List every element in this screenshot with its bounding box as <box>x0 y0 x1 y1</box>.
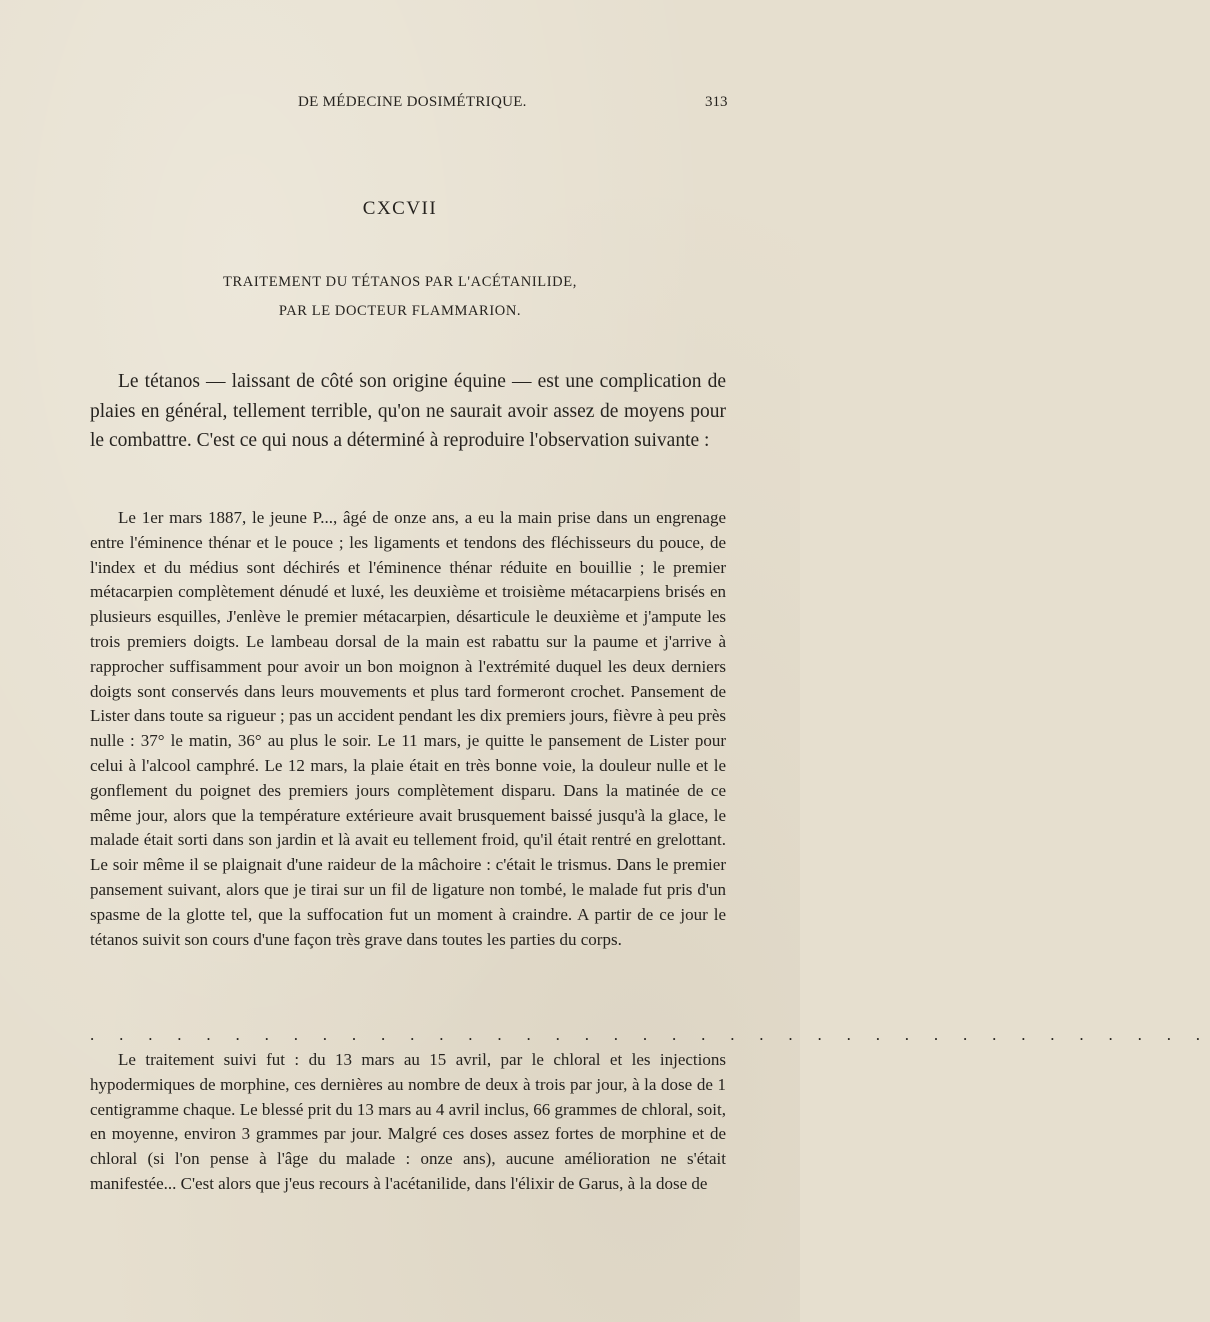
chapter-title-line-2: PAR LE DOCTEUR FLAMMARION. <box>278 303 522 319</box>
ellipsis-separator: . . . . . . . . . . . . . . . . . . . . . . . . . . . . . . . . . . . . . . . <box>90 1025 1210 1044</box>
chapter-title-line-1: TRAITEMENT DU TÉTANOS PAR L'ACÉTANILIDE, <box>223 274 577 290</box>
case-paragraph: Le 1er mars 1887, le jeune P..., âgé de onze ans, a eu la main prise dans un engrenage entre l'éminence thénar et le pouce ; les ligaments et tendons des fléchisseurs du pouce, de l'index et du médius sont déchirés et l'éminence thénar réduite en bouillie ; le premier métacarpien complètement dénudé et luxé, les deuxième et troisième métacarpiens brisés en plusieurs esquilles, J'enlève le premier métacarpien, désarticule le deuxième et j'ampute les trois premiers doigts. Le lambeau dorsal de la main est rabattu sur la paume et j'arrive à rapprocher suffisamment pour avoir un bon moignon à l'extrémité duquel les deux derniers doigts sont conservés dans leurs mouvements et plus tard formeront crochet. Pansement de Lister dans toute sa rigueur ; pas un accident pendant les dix premiers jours, fièvre à peu près nulle : 37° le matin, 36° au plus le soir. Le 11 mars, je quitte le pansement de Lister pour celui à l'alcool camphré. Le 12 mars, la plaie était en très bonne voie, la douleur nulle et le gonflement du poignet des premiers jours complètement disparu. Dans la matinée de ce même jour, alors que la température extérieure avait brusquement baissé jusqu'à la glace, le malade était sorti dans son jardin et là avait eu tellement froid, qu'il était rentré en grelottant. Le soir même il se plaignait d'une raideur de la mâchoire : c'était le trismus. Dans le premier pansement suivant, alors que je tirai sur un fil de ligature non tombé, le malade fut pris d'un spasme de la glotte tel, que la suffocation fut un moment à craindre. A partir de ce jour le tétanos suivit son cours d'une façon très grave dans toutes les parties du corps. <box>90 508 726 949</box>
chapter-number: CXCVII <box>362 198 438 219</box>
treatment-paragraph: Le traitement suivi fut : du 13 mars au 15 avril, par le chloral et les injections hypodermiques de morphine, ces dernières au nombre de deux à trois par jour, à la dose de 1 centigramme chaque. Le blessé prit du 13 mars au 4 avril inclus, 66 grammes de chloral, soit, en moyenne, environ 3 grammes par jour. Malgré ces doses assez fortes de morphine et de chloral (si l'on pense à l'âge du malade : onze ans), aucune amélioration ne s'était manifestée... C'est alors que j'eus recours à l'acétanilide, dans l'élixir de Garus, à la dose de <box>90 1050 726 1193</box>
page-number: 313 <box>705 94 728 110</box>
running-head <box>0 94 800 116</box>
intro-paragraph: Le tétanos — laissant de côté son origine équine — est une complication de plaies en général, tellement terrible, qu'on ne saurait avoir assez de moyens pour le combattre. C'est ce qui nous a déterminé à reproduire l'observation suivante : <box>90 371 726 451</box>
chapter-title <box>0 268 800 326</box>
running-title: DE MÉDECINE DOSIMÉTRIQUE. <box>298 94 527 110</box>
